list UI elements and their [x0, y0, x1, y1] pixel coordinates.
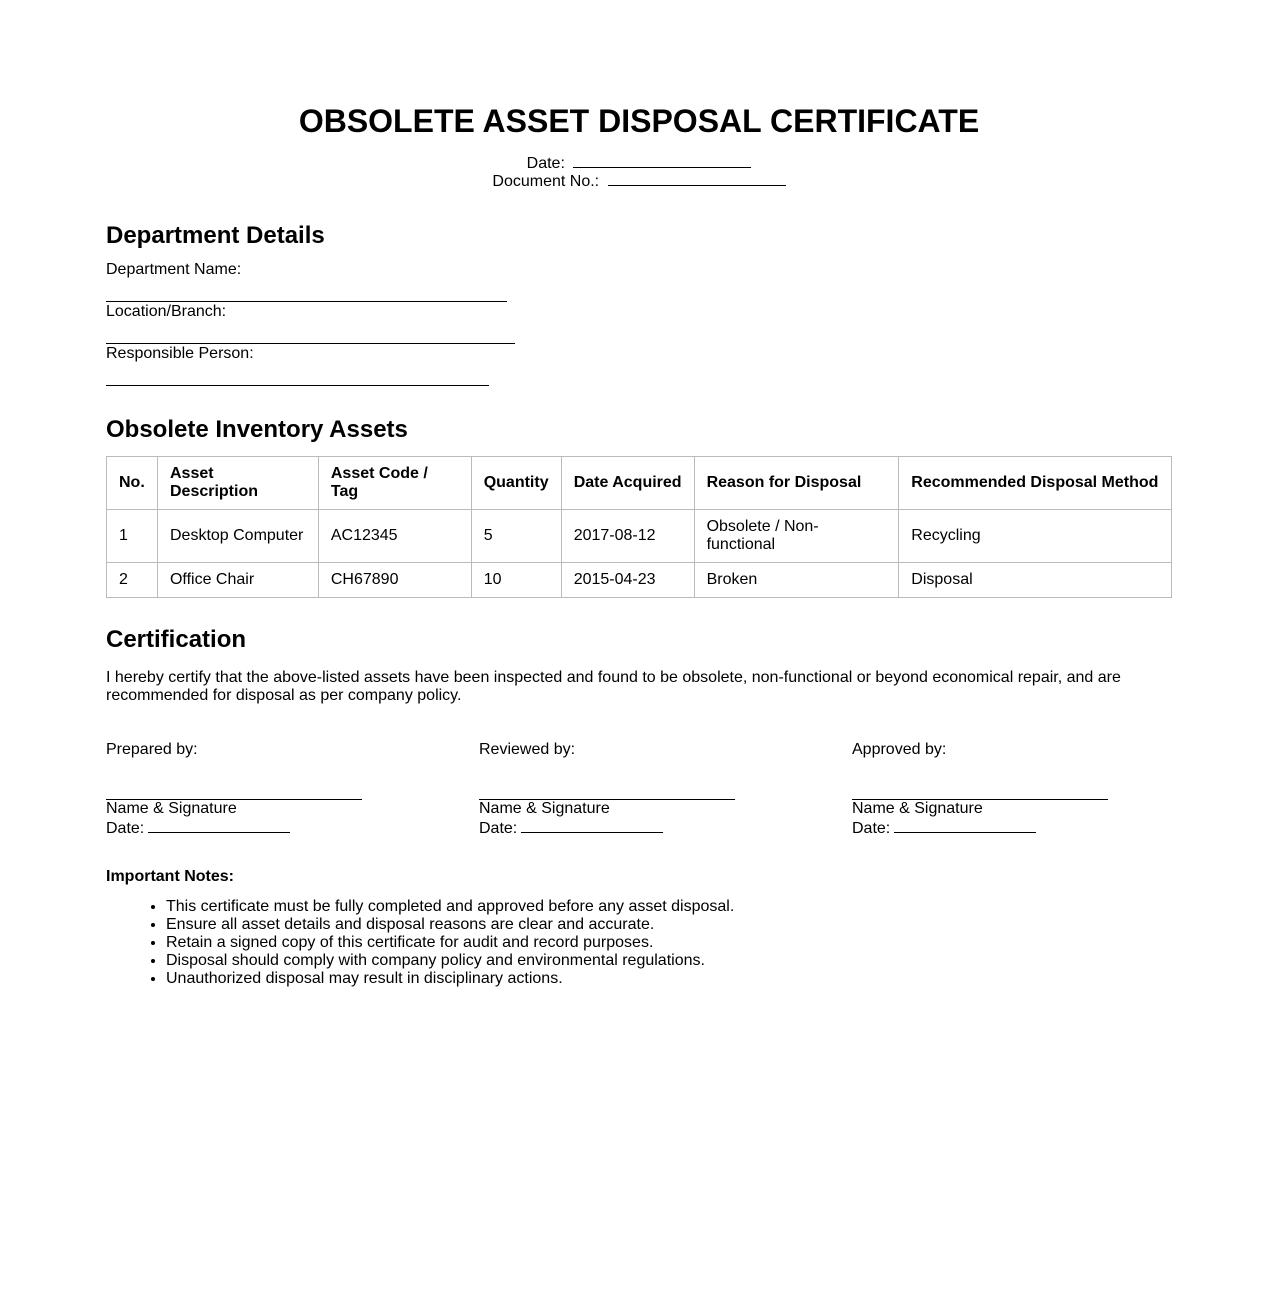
table-cell: 5: [471, 510, 561, 563]
signature-date-row: [852, 818, 1036, 838]
column-header: No.: [107, 457, 158, 510]
column-header: Date Acquired: [561, 457, 694, 510]
table-cell: 10: [471, 563, 561, 598]
responsible-person-line[interactable]: [106, 385, 489, 386]
signature-date-line[interactable]: [148, 818, 290, 833]
signature-date-label: Date:: [852, 820, 891, 837]
table-row: [107, 510, 1172, 563]
signature-date-label: Date:: [479, 820, 518, 837]
location-branch-label: Location/Branch:: [106, 303, 227, 320]
table-cell: Office Chair: [157, 563, 318, 598]
table-cell: 2: [107, 563, 158, 598]
list-item: • Ensure all asset details and disposal reasons are clear and accurate.: [166, 916, 1166, 934]
table-cell: Recycling: [899, 510, 1172, 563]
column-header: Quantity: [471, 457, 561, 510]
list-item: • Unauthorized disposal may result in disciplinary actions.: [166, 970, 1166, 988]
table-cell: CH67890: [318, 563, 471, 598]
signature-date-line[interactable]: [521, 818, 663, 833]
signature-name-label: Name & Signature: [852, 800, 983, 817]
list-item: • Disposal should comply with company policy and environmental regulations.: [166, 952, 1166, 970]
column-header: Reason for Disposal: [694, 457, 899, 510]
notes-heading: Important Notes:: [106, 868, 234, 885]
document-no-blank-line[interactable]: [608, 171, 786, 186]
list-item: • This certificate must be fully completed and approved before any asset disposal.: [166, 898, 1166, 916]
document-no-row: [106, 171, 1172, 191]
signature-name-label: Name & Signature: [106, 800, 237, 817]
column-header: Asset Code / Tag: [318, 457, 471, 510]
table-cell: Broken: [694, 563, 899, 598]
signature-role-label: Approved by:: [852, 741, 947, 758]
department-name-label: Department Name:: [106, 261, 242, 278]
notes-list: [106, 898, 1166, 988]
signature-date-line[interactable]: [894, 818, 1036, 833]
date-blank-line[interactable]: [573, 153, 751, 168]
table-cell: 1: [107, 510, 158, 563]
column-header: Asset Description: [157, 457, 318, 510]
date-row: [106, 153, 1172, 173]
document-no-label: Document No.:: [492, 173, 600, 190]
table-cell: Disposal: [899, 563, 1172, 598]
table-cell: Desktop Computer: [157, 510, 318, 563]
signature-date-label: Date:: [106, 820, 145, 837]
table-header-row: [107, 457, 1172, 510]
signature-role-label: Prepared by:: [106, 741, 198, 758]
department-name-line[interactable]: [106, 301, 507, 302]
certification-heading: Certification: [106, 626, 247, 653]
list-item: • Retain a signed copy of this certificate for audit and record purposes.: [166, 934, 1166, 952]
signature-date-row: [479, 818, 663, 838]
signature-name-label: Name & Signature: [479, 800, 610, 817]
inventory-heading: Obsolete Inventory Assets: [106, 416, 408, 443]
table-cell: Obsolete / Non-functional: [694, 510, 899, 563]
department-heading: Department Details: [106, 222, 325, 249]
document-title: OBSOLETE ASSET DISPOSAL CERTIFICATE: [298, 103, 980, 139]
signature-date-row: [106, 818, 290, 838]
table-cell: 2015-04-23: [561, 563, 694, 598]
responsible-person-label: Responsible Person:: [106, 345, 254, 362]
signature-role-label: Reviewed by:: [479, 741, 576, 758]
date-label: Date:: [526, 155, 565, 172]
table-cell: 2017-08-12: [561, 510, 694, 563]
column-header: Recommended Disposal Method: [899, 457, 1172, 510]
assets-table: [106, 456, 1172, 598]
location-branch-line[interactable]: [106, 343, 515, 344]
table-row: [107, 563, 1172, 598]
certification-statement: I hereby certify that the above-listed assets have been inspected and found to be obsolete, non-functional or beyond economical repair, and are recommended for disposal as per company policy.: [106, 669, 1121, 704]
table-cell: AC12345: [318, 510, 471, 563]
